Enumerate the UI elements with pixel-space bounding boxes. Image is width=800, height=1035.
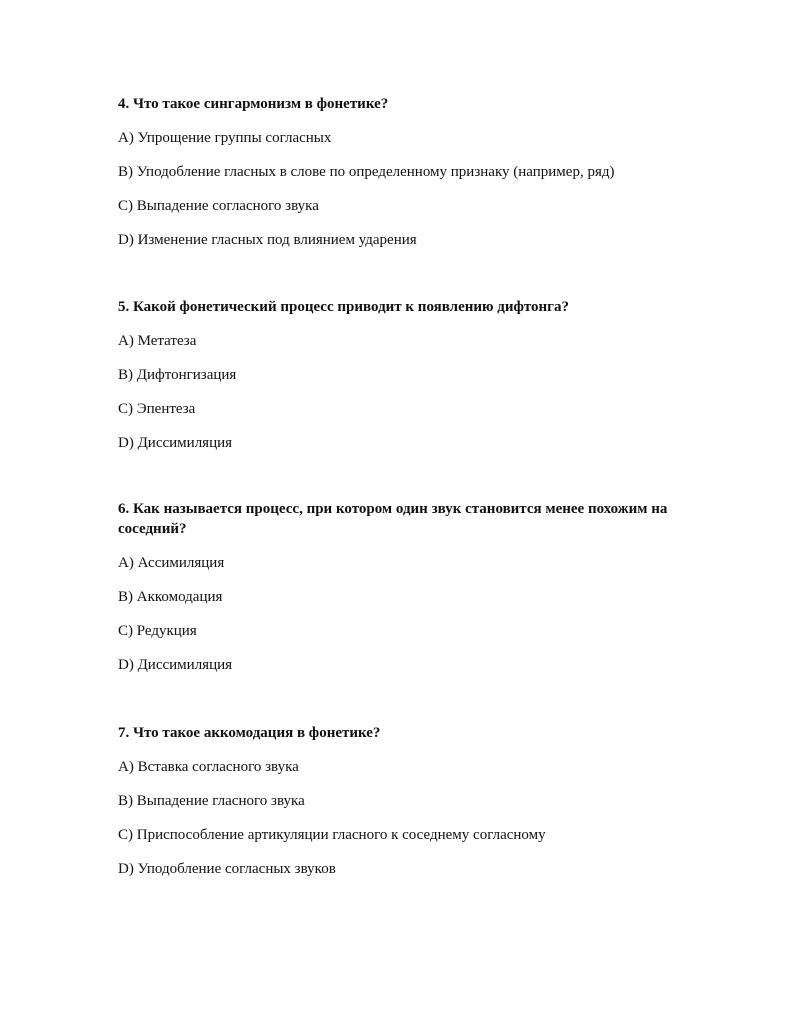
answer-option-b: B) Аккомодация bbox=[118, 589, 223, 605]
question-4 bbox=[118, 94, 698, 250]
answer-option-d: D) Диссимиляция bbox=[118, 435, 233, 451]
question-7 bbox=[118, 723, 698, 879]
answer-option-b: B) Выпадение гласного звука bbox=[118, 793, 305, 809]
question-5 bbox=[118, 297, 698, 453]
answer-option-a: A) Вставка согласного звука bbox=[118, 759, 299, 775]
question-6 bbox=[118, 499, 698, 675]
answer-option-a: A) Упрощение группы согласных bbox=[118, 130, 332, 146]
question-title: 5. Какой фонетический процесс приводит к появлению дифтонга? bbox=[118, 299, 569, 315]
answer-option-d: D) Уподобление согласных звуков bbox=[118, 861, 336, 877]
question-title: 6. Как называется процесс, при котором один звук становится менее похожим на соседний? bbox=[118, 501, 668, 537]
answer-option-b: B) Уподобление гласных в слове по определенному признаку (например, ряд) bbox=[118, 164, 615, 180]
answer-option-c: C) Эпентеза bbox=[118, 401, 196, 417]
answer-option-d: D) Диссимиляция bbox=[118, 657, 233, 673]
answer-option-c: C) Редукция bbox=[118, 623, 197, 639]
answer-option-a: A) Ассимиляция bbox=[118, 555, 225, 571]
answer-option-c: C) Приспособление артикуляции гласного к соседнему согласному bbox=[118, 827, 546, 843]
answer-option-b: B) Дифтонгизация bbox=[118, 367, 237, 383]
question-title: 4. Что такое сингармонизм в фонетике? bbox=[118, 96, 389, 112]
answer-option-a: A) Метатеза bbox=[118, 333, 197, 349]
answer-option-d: D) Изменение гласных под влиянием ударения bbox=[118, 232, 417, 248]
answer-option-c: C) Выпадение согласного звука bbox=[118, 198, 319, 214]
question-title: 7. Что такое аккомодация в фонетике? bbox=[118, 725, 381, 741]
